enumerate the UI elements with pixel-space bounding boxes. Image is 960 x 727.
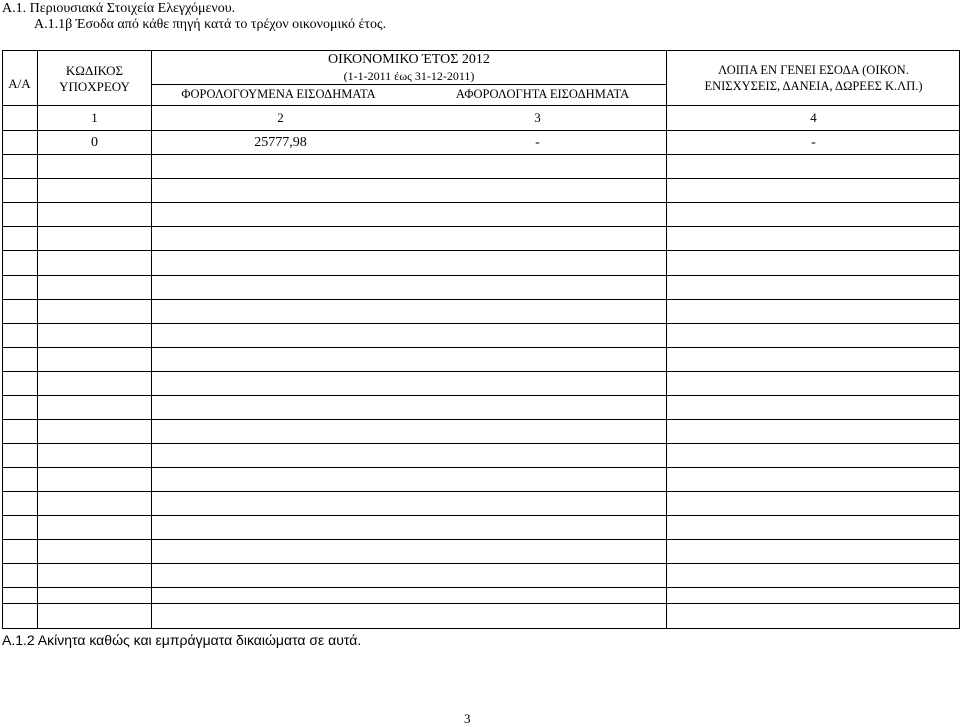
col-header-code-line1: ΚΩΔΙΚΟΣ — [65, 63, 124, 78]
fiscal-year-title: ΟΙΚΟΝΟΜΙΚΟ ΈΤΟΣ 2012 — [328, 52, 490, 67]
col-header-taxable: ΦΟΡΟΛΟΓΟΥΜΕΝΑ ΕΙΣΟΔΗΜΑΤΑ — [181, 87, 376, 101]
col-header-other-line1: ΛΟΙΠΑ ΕΝ ΓΕΝΕΙ ΕΣΟΔΑ (ΟΙΚΟΝ. — [718, 63, 909, 77]
next-section-heading: Α.1.2 Ακίνητα καθώς και εμπράγματα δικαιώματα σε αυτά. — [2, 632, 362, 648]
table-cell-taxable: 25777,98 — [254, 135, 307, 150]
subsection-heading: Α.1.1β Έσοδα από κάθε πηγή κατά το τρέχον οικονομικό έτος. — [34, 17, 387, 32]
col-number-1: 1 — [91, 110, 98, 125]
section-heading: Α.1. Περιουσιακά Στοιχεία Ελεγχόμενου. — [2, 1, 236, 16]
col-header-nontaxable: ΑΦΟΡΟΛΟΓΗΤΑ ΕΙΣΟΔΗΜΑΤΑ — [455, 87, 630, 101]
col-header-aa: Α/Α — [8, 76, 31, 91]
fiscal-year-period: (1-1-2011 έως 31-12-2011) — [343, 69, 475, 83]
table-cell-nontaxable: - — [535, 135, 540, 150]
col-number-2: 2 — [277, 110, 284, 125]
col-header-other-line2: ΕΝΙΣΧΥΣΕΙΣ, ΔΑΝΕΙΑ, ΔΩΡΕΕΣ Κ.ΛΠ.) — [704, 79, 923, 93]
table-cell-code: 0 — [91, 135, 98, 150]
col-number-3: 3 — [534, 110, 541, 125]
table-cell-other: - — [811, 135, 816, 150]
col-number-4: 4 — [810, 110, 817, 125]
col-header-code-line2: ΥΠΟΧΡΕΟΥ — [59, 79, 130, 94]
page-number: 3 — [464, 711, 471, 726]
